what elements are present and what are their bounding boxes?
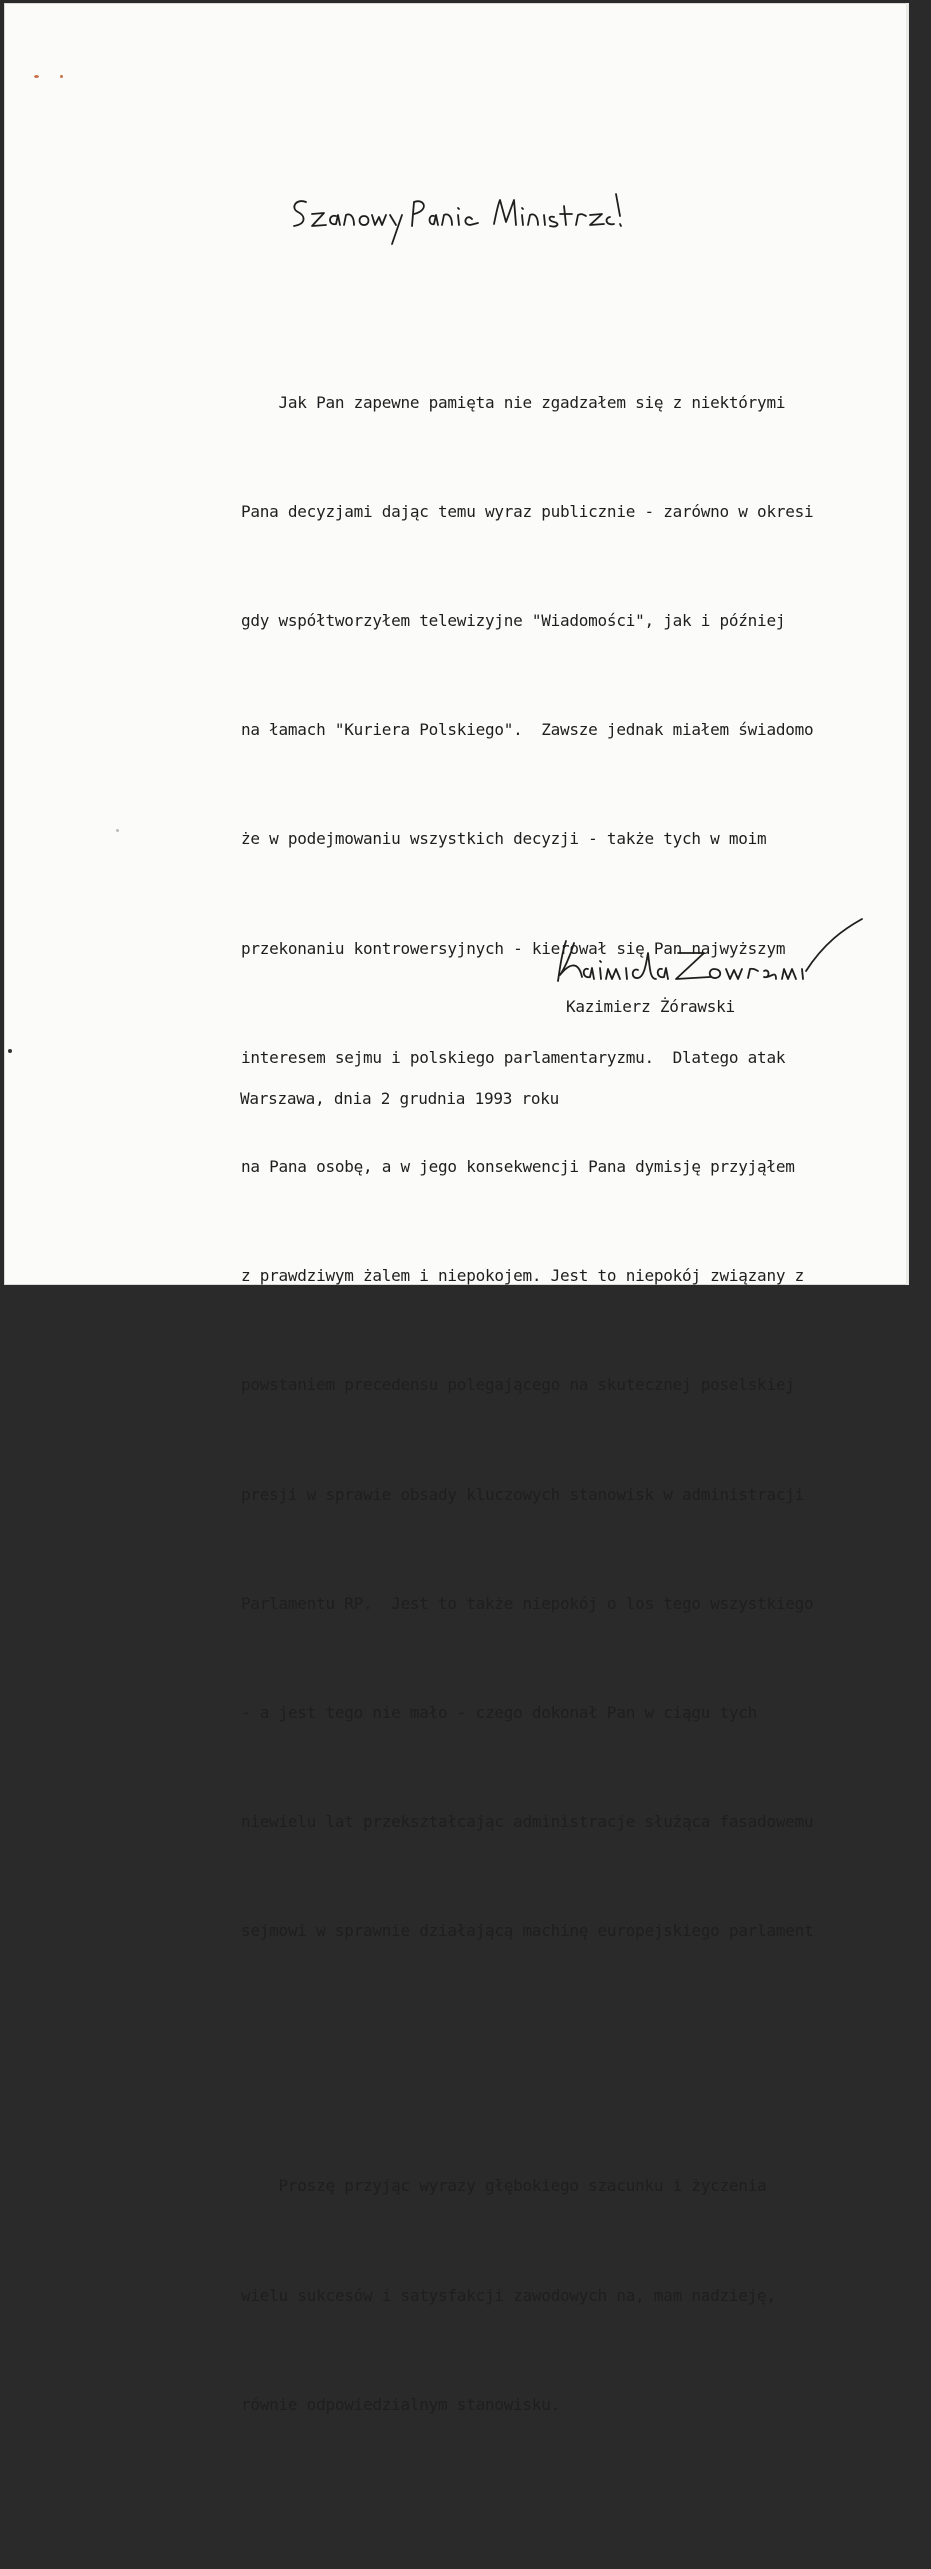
text-line: na Pana osobę, a w jego konsekwencji Pana dymisję przyjąłem bbox=[241, 1157, 795, 1177]
text-line: interesem sejmu i polskiego parlamentaryzmu. Dlatego atak bbox=[241, 1047, 786, 1067]
paper-speck bbox=[60, 75, 63, 78]
text-line: powstaniem precedensu polegającego na skutecznej poselskiej bbox=[241, 1375, 795, 1395]
paragraph-1 bbox=[241, 312, 931, 2023]
signer-name: Kazimierz Żórawski bbox=[566, 997, 735, 1016]
handwritten-signature bbox=[544, 913, 874, 1003]
text-line: Proszę przyjąc wyrazy głębokiego szacunku i życzenia bbox=[241, 2176, 767, 2196]
text-line: przekonaniu kontrowersyjnych - kierował się Pan najwyższym bbox=[241, 938, 786, 958]
text-line: Jak Pan zapewne pamięta nie zgadzałem się z niektórymi bbox=[241, 392, 786, 412]
paper-speck bbox=[8, 1049, 12, 1053]
place-and-date: Warszawa, dnia 2 grudnia 1993 roku bbox=[240, 1089, 560, 1108]
text-line: Pana decyzjami dając temu wyraz publicznie - zarówno w okresi bbox=[241, 501, 814, 521]
paper-speck bbox=[116, 829, 119, 832]
text-line: wielu sukcesów i satysfakcji zawodowych na, mam nadzieję, bbox=[241, 2285, 776, 2305]
letter-body bbox=[241, 239, 931, 2569]
text-line: równie odpowiedzialnym stanowisku. bbox=[241, 2394, 561, 2414]
text-line: sejmowi w sprawnie działającą machinę europejskiego parlament bbox=[241, 1921, 814, 1941]
paragraph-2 bbox=[241, 2095, 931, 2495]
paper-speck bbox=[34, 75, 39, 78]
text-line: gdy współtworzyłem telewizyjne "Wiadomości", jak i później bbox=[241, 611, 786, 631]
text-line: niewielu lat przekształcając administracje służąca fasadowemu bbox=[241, 1812, 814, 1832]
text-line: Parlamentu RP. Jest to także niepokój o los tego wszystkiego bbox=[241, 1593, 814, 1613]
text-line: z prawdziwym żalem i niepokojem. Jest to niepokój związany z bbox=[241, 1266, 804, 1286]
text-line: na łamach "Kuriera Polskiego". Zawsze jednak miałem świadomo bbox=[241, 720, 814, 740]
text-line: że w podejmowaniu wszystkich decyzji - także tych w moim bbox=[241, 829, 767, 849]
text-line: - a jest tego nie mało - czego dokonał Pan w ciągu tych bbox=[241, 1703, 758, 1723]
letter-page bbox=[4, 3, 909, 2414]
text-line: presji w sprawie obsady kluczowych stanowisk w administracji bbox=[241, 1484, 804, 1504]
